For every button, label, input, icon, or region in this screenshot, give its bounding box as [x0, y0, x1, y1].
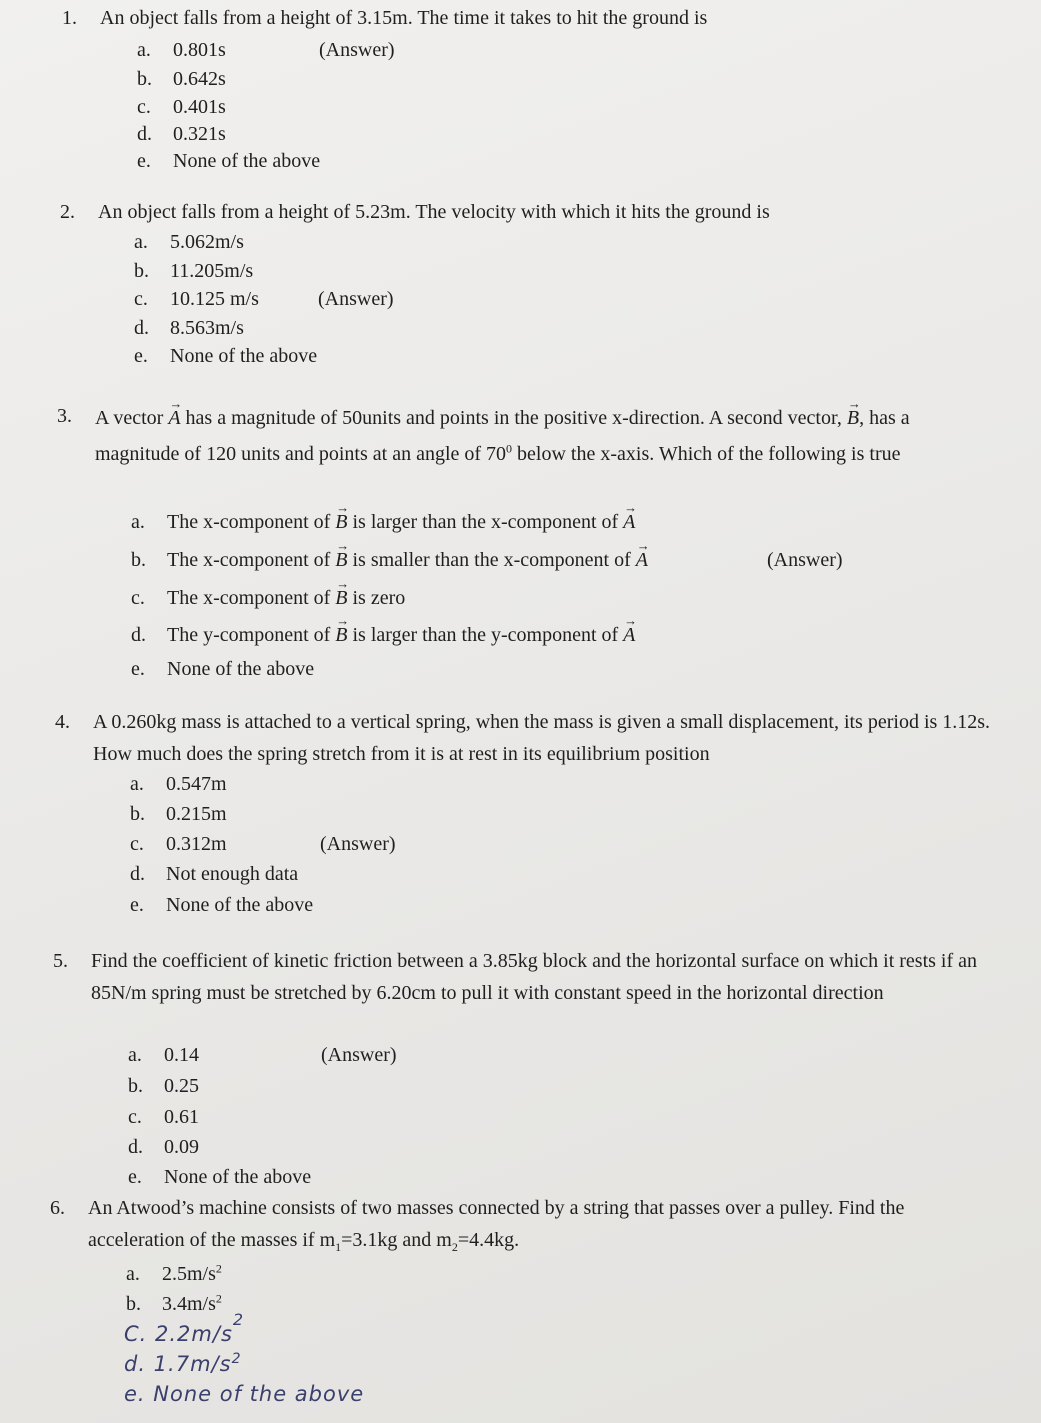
text-part: , has a magnitude of 120 units and points at an angle of 70: [95, 407, 910, 465]
option-c: [134, 283, 259, 313]
option-a: [128, 1039, 199, 1069]
option-text: 0.547m: [166, 773, 227, 795]
option-b: [134, 255, 253, 285]
option-text: None of the above: [164, 1166, 312, 1188]
option-letter: b.: [130, 803, 145, 825]
option-text: None of the above: [173, 150, 321, 172]
option-text: 11.205m/s: [170, 260, 254, 282]
option-e: [137, 145, 320, 175]
superscript: 2: [215, 1261, 222, 1276]
option-text: 0.25: [164, 1075, 199, 1097]
option-letter: b.: [131, 549, 146, 571]
handwritten-option-c: [124, 1310, 245, 1348]
option-letter: a.: [128, 1044, 142, 1066]
handwritten-text: C. 2.2m/s: [124, 1322, 233, 1346]
answer-marker: (Answer): [318, 288, 394, 310]
option-c: [130, 828, 227, 858]
option-letter: e.: [131, 658, 145, 680]
question-number: 2.: [60, 201, 75, 223]
answer-marker: (Answer): [321, 1044, 397, 1066]
text-part: The x-component of: [167, 511, 336, 533]
option-d: [134, 312, 244, 342]
vector-b-symbol: → B: [847, 400, 859, 436]
option-letter: b.: [137, 68, 152, 90]
option-text: None of the above: [170, 345, 318, 367]
option-b: [137, 63, 226, 93]
option-d: [130, 858, 298, 888]
option-c: [128, 1101, 199, 1131]
option-letter: d.: [130, 863, 145, 885]
option-text: 0.401s: [173, 96, 226, 118]
vector-b-symbol: → B: [335, 619, 347, 651]
option-text: Not enough data: [166, 863, 299, 885]
question-text: [88, 1192, 988, 1256]
vector-a-symbol: → A: [636, 544, 648, 576]
text-part: is larger than the y-component of: [347, 624, 624, 646]
handwritten-option-d: [124, 1348, 241, 1378]
option-text: [167, 619, 635, 651]
option-letter: e.: [128, 1166, 142, 1188]
option-letter: b.: [126, 1293, 141, 1315]
option-letter: c.: [137, 96, 151, 118]
option-b: [130, 798, 227, 828]
option-text: 0.14: [164, 1044, 199, 1066]
option-letter: b.: [128, 1075, 143, 1097]
option-text: [167, 582, 405, 614]
option-text: 10.125 m/s: [170, 288, 259, 310]
option-letter: b.: [134, 260, 149, 282]
vector-a-symbol: → A: [168, 400, 180, 436]
text-part: is larger than the x-component of: [347, 511, 624, 533]
option-text: 5.062m/s: [170, 231, 244, 253]
text-part: The x-component of: [167, 587, 336, 609]
question-number: 4.: [55, 711, 70, 733]
option-text: 0.801s: [173, 39, 226, 61]
option-letter: d.: [128, 1136, 143, 1158]
option-letter: c.: [130, 833, 144, 855]
vector-a-symbol: → A: [623, 619, 635, 651]
handwritten-text: e. None of the above: [124, 1382, 365, 1406]
option-letter: a.: [126, 1263, 140, 1285]
option-b: [126, 1288, 222, 1318]
superscript: 2: [232, 1310, 245, 1329]
option-letter: a.: [130, 773, 144, 795]
option-letter: d.: [131, 624, 146, 646]
superscript: 2: [231, 1351, 242, 1367]
option-text: 8.563m/s: [170, 317, 244, 339]
option-text: [167, 544, 648, 576]
option-b: [131, 544, 648, 574]
option-a: [130, 768, 227, 798]
degree-symbol: 0: [506, 441, 513, 456]
option-text: 0.61: [164, 1106, 199, 1128]
superscript: 2: [215, 1291, 222, 1306]
question-number: 6.: [50, 1197, 65, 1219]
option-letter: a.: [137, 39, 151, 61]
text-part: =3.1kg and m: [341, 1229, 452, 1251]
text-part: is smaller than the x-component of: [347, 549, 636, 571]
text-part: The y-component of: [167, 624, 336, 646]
option-letter: d.: [137, 123, 152, 145]
vector-b-symbol: → B: [335, 544, 347, 576]
option-e: [134, 340, 317, 370]
option-text: 0.642s: [173, 68, 226, 90]
option-text: None of the above: [167, 658, 315, 680]
option-d: [131, 619, 635, 649]
question-text: A 0.260kg mass is attached to a vertical spring, when the mass is given a small displacement, its period is 1.12s. How much does the spring stretch from it is at rest in its equilibrium position: [93, 711, 991, 765]
option-text: None of the above: [166, 894, 314, 916]
text-part: 3.4m/s: [162, 1293, 216, 1315]
question-text: Find the coefficient of kinetic friction between a 3.85kg block and the horizontal surface on which it rests if an 85N/m spring must be stretched by 6.20cm to pull it with constant speed in the horizontal direction: [91, 950, 978, 1004]
option-letter: e.: [134, 345, 148, 367]
subscript: 2: [451, 1240, 458, 1254]
text-part: 2.5m/s: [162, 1263, 216, 1285]
option-a: [126, 1258, 222, 1288]
option-text: [162, 1288, 222, 1320]
text-part: below the x-axis. Which of the following is true: [512, 443, 901, 465]
option-d: [137, 118, 226, 148]
option-c: [137, 91, 226, 121]
option-letter: c.: [128, 1106, 142, 1128]
option-text: [162, 1258, 222, 1290]
option-a: [134, 226, 244, 256]
question-number: 3.: [57, 405, 72, 427]
option-text: 0.09: [164, 1136, 199, 1158]
answer-marker: (Answer): [320, 833, 396, 855]
handwritten-text: d. 1.7m/s: [124, 1352, 232, 1376]
option-text: 0.215m: [166, 803, 227, 825]
answer-marker: (Answer): [319, 39, 395, 61]
subscript: 1: [335, 1240, 342, 1254]
option-letter: e.: [137, 150, 151, 172]
option-letter: e.: [130, 894, 144, 916]
option-letter: c.: [134, 288, 148, 310]
vector-a-symbol: → A: [623, 506, 635, 538]
option-b: [128, 1070, 199, 1100]
text-part: An Atwood’s machine consists of two masses connected by a string that passes over a pulley. Find the acceleration of the masses if m: [88, 1197, 905, 1251]
option-e: [131, 653, 314, 683]
option-c: [131, 582, 405, 612]
vector-b-symbol: → B: [335, 506, 347, 538]
option-letter: d.: [134, 317, 149, 339]
question-number: 5.: [53, 950, 68, 972]
question-text: An object falls from a height of 5.23m. The velocity with which it hits the ground is: [98, 201, 770, 223]
option-e: [130, 889, 313, 919]
option-text: [167, 506, 635, 538]
option-d: [128, 1131, 199, 1161]
question-number: 1.: [62, 7, 77, 29]
option-a: [137, 34, 226, 64]
vector-b-symbol: → B: [335, 582, 347, 614]
option-e: [128, 1161, 311, 1191]
question-text: An object falls from a height of 3.15m. The time it takes to hit the ground is: [100, 7, 708, 29]
option-letter: a.: [134, 231, 148, 253]
text-part: The x-component of: [167, 549, 336, 571]
text-part: is zero: [347, 587, 406, 609]
answer-marker: (Answer): [767, 549, 843, 571]
question-text: [95, 400, 975, 472]
option-letter: a.: [131, 511, 145, 533]
option-text: 0.312m: [166, 833, 227, 855]
text-part: has a magnitude of 50units and points in the positive x-direction. A second vector,: [180, 407, 842, 429]
handwritten-option-e: [124, 1378, 364, 1408]
option-letter: c.: [131, 587, 145, 609]
text-part: A vector: [95, 407, 169, 429]
option-text: 0.321s: [173, 123, 226, 145]
text-part: =4.4kg.: [457, 1229, 520, 1251]
option-a: [131, 506, 635, 536]
